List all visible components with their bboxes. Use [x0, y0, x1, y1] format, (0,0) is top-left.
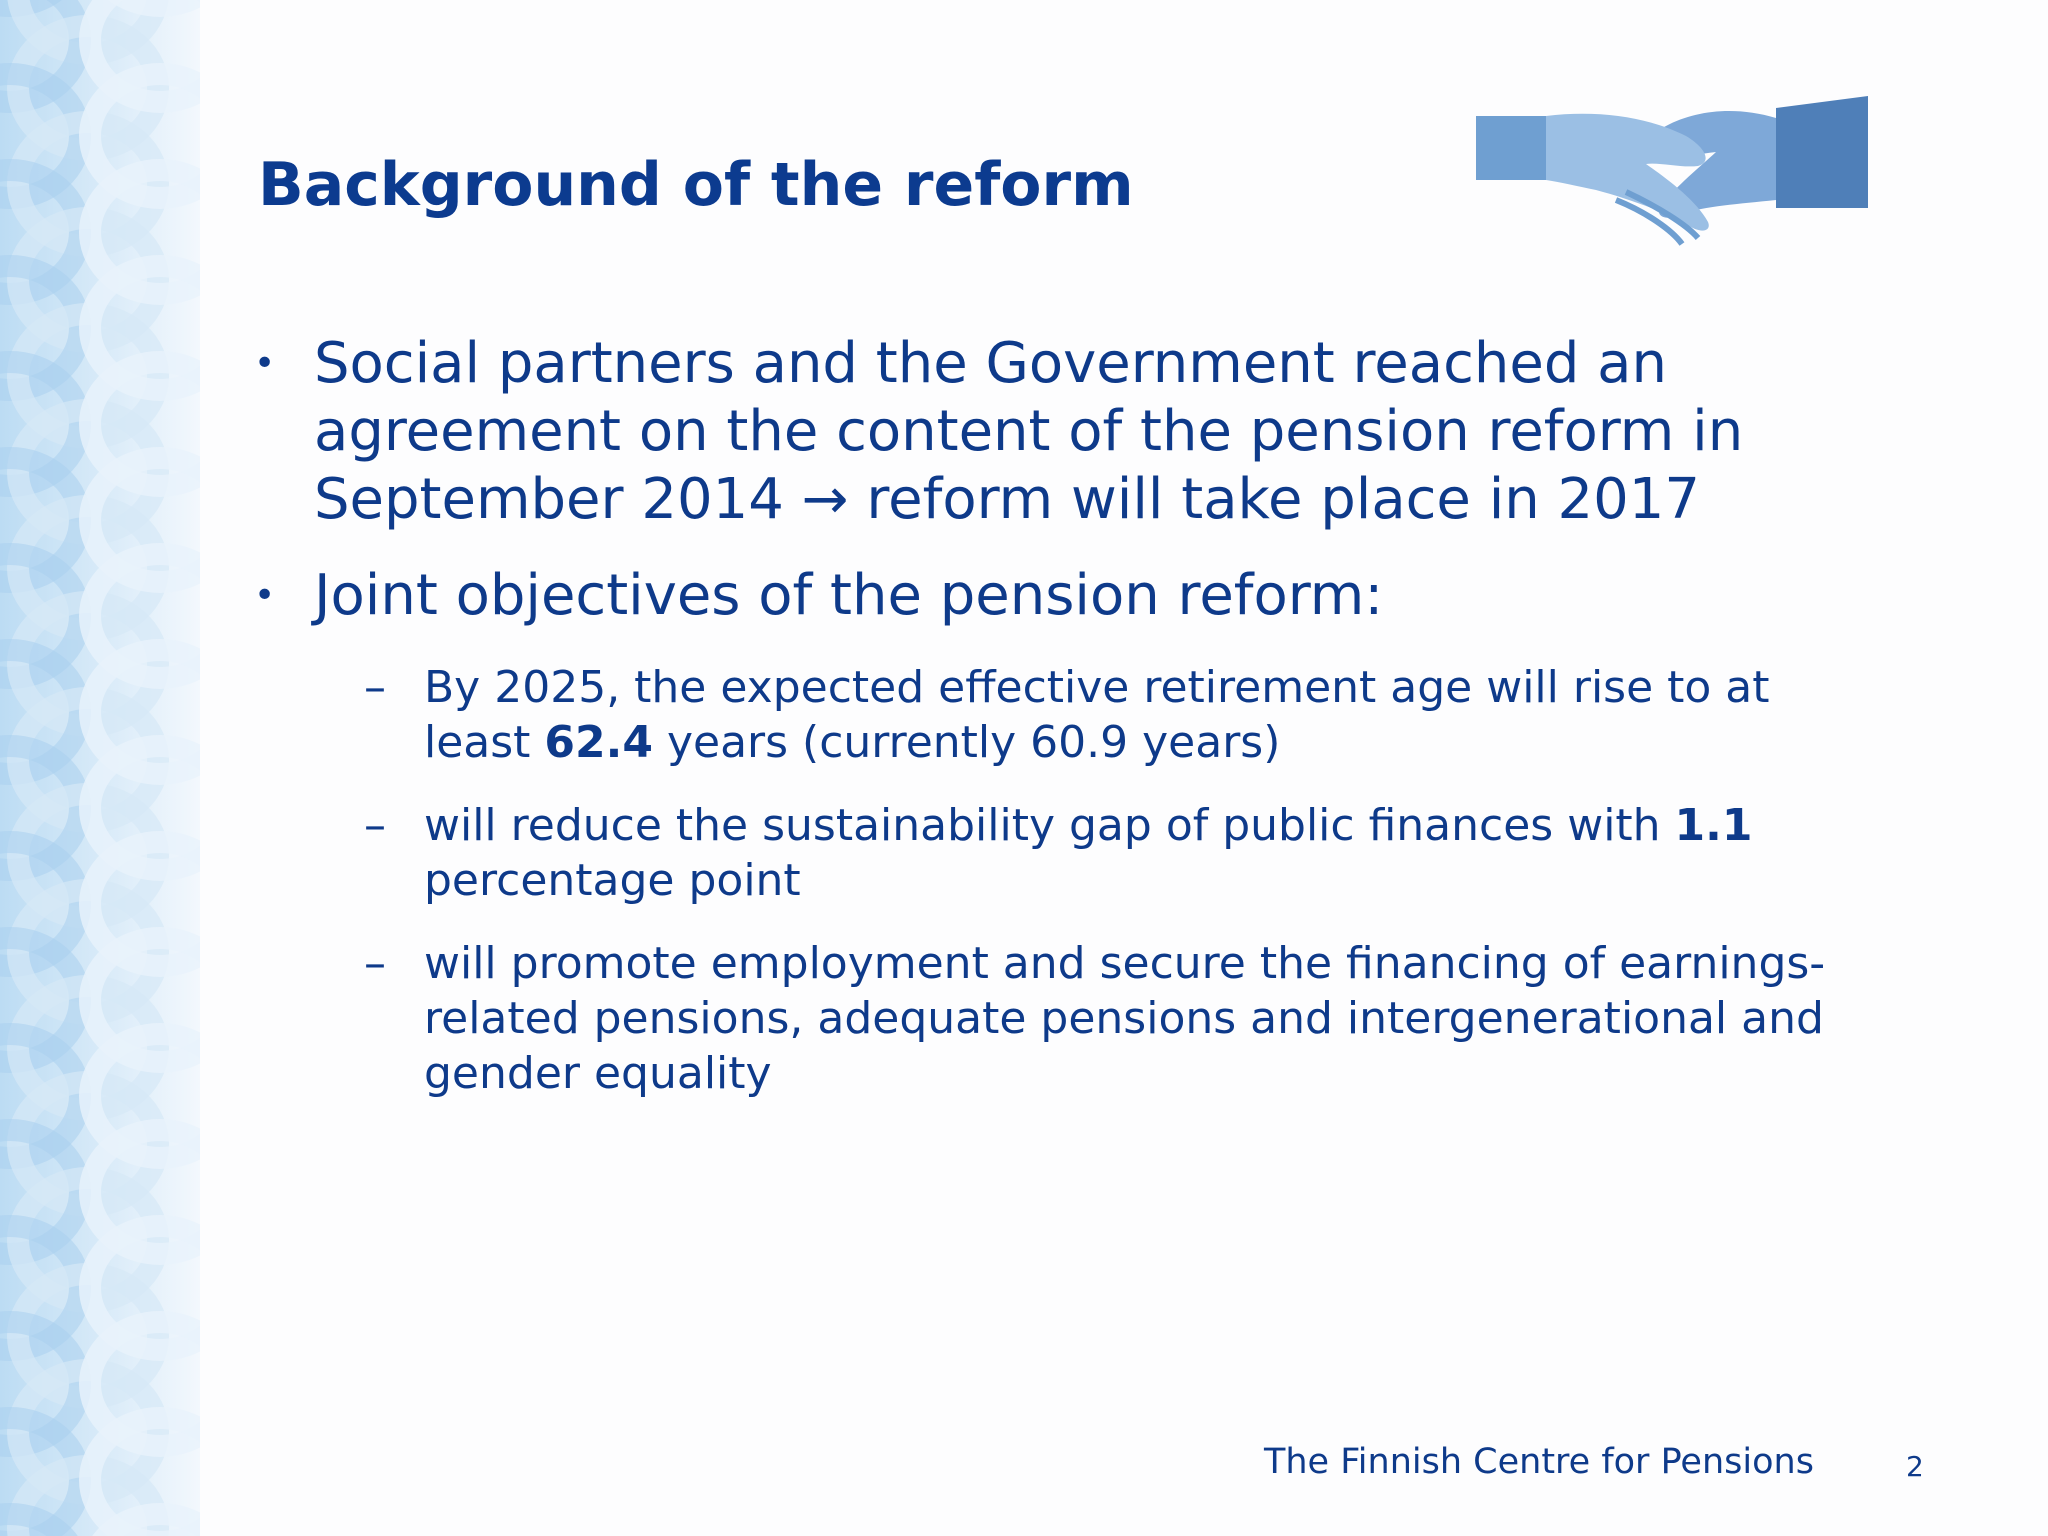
handshake-image — [1476, 96, 1868, 254]
dash-symbol: – — [364, 938, 386, 989]
sub-bullet-item — [364, 936, 1854, 1101]
slide-title: Background of the reform — [258, 150, 1134, 220]
footer-organization: The Finnish Centre for Pensions — [1264, 1442, 1814, 1482]
sub-bullet-text-tail: percentage point — [424, 855, 801, 906]
sub-bullet-bold-value: 1.1 — [1674, 800, 1753, 851]
bullet-item — [246, 330, 1886, 534]
sub-bullet-text: By 2025, the expected effective retirement age will rise to at least — [424, 662, 1770, 768]
sub-bullet-item — [364, 660, 1854, 770]
bullet-text: Social partners and the Government reached an agreement on the content of the pension reform in September 2014 → reform will take place in 2017 — [314, 331, 1744, 532]
sub-bullet-text: will reduce the sustainability gap of public finances with — [424, 800, 1675, 851]
dash-symbol: – — [364, 800, 386, 851]
dash-symbol: – — [364, 662, 386, 713]
slide-content — [246, 330, 1886, 1129]
bullet-symbol: • — [254, 575, 276, 616]
sub-bullet-bold-value: 62.4 — [544, 717, 653, 768]
decorative-circle-band — [0, 0, 200, 1536]
bullet-text: Joint objectives of the pension reform: — [314, 563, 1384, 628]
page-number: 2 — [1906, 1450, 1924, 1483]
sub-bullet-item — [364, 798, 1854, 908]
sub-bullet-text-tail: years (currently 60.9 years) — [652, 717, 1281, 768]
bullet-item — [246, 562, 1886, 630]
circle-pattern-icon — [0, 0, 200, 1536]
sub-bullet-text: will promote employment and secure the financing of earnings-related pensions, adequate pensions and intergenerational and gender equality — [424, 938, 1826, 1099]
bullet-symbol: • — [254, 343, 276, 384]
